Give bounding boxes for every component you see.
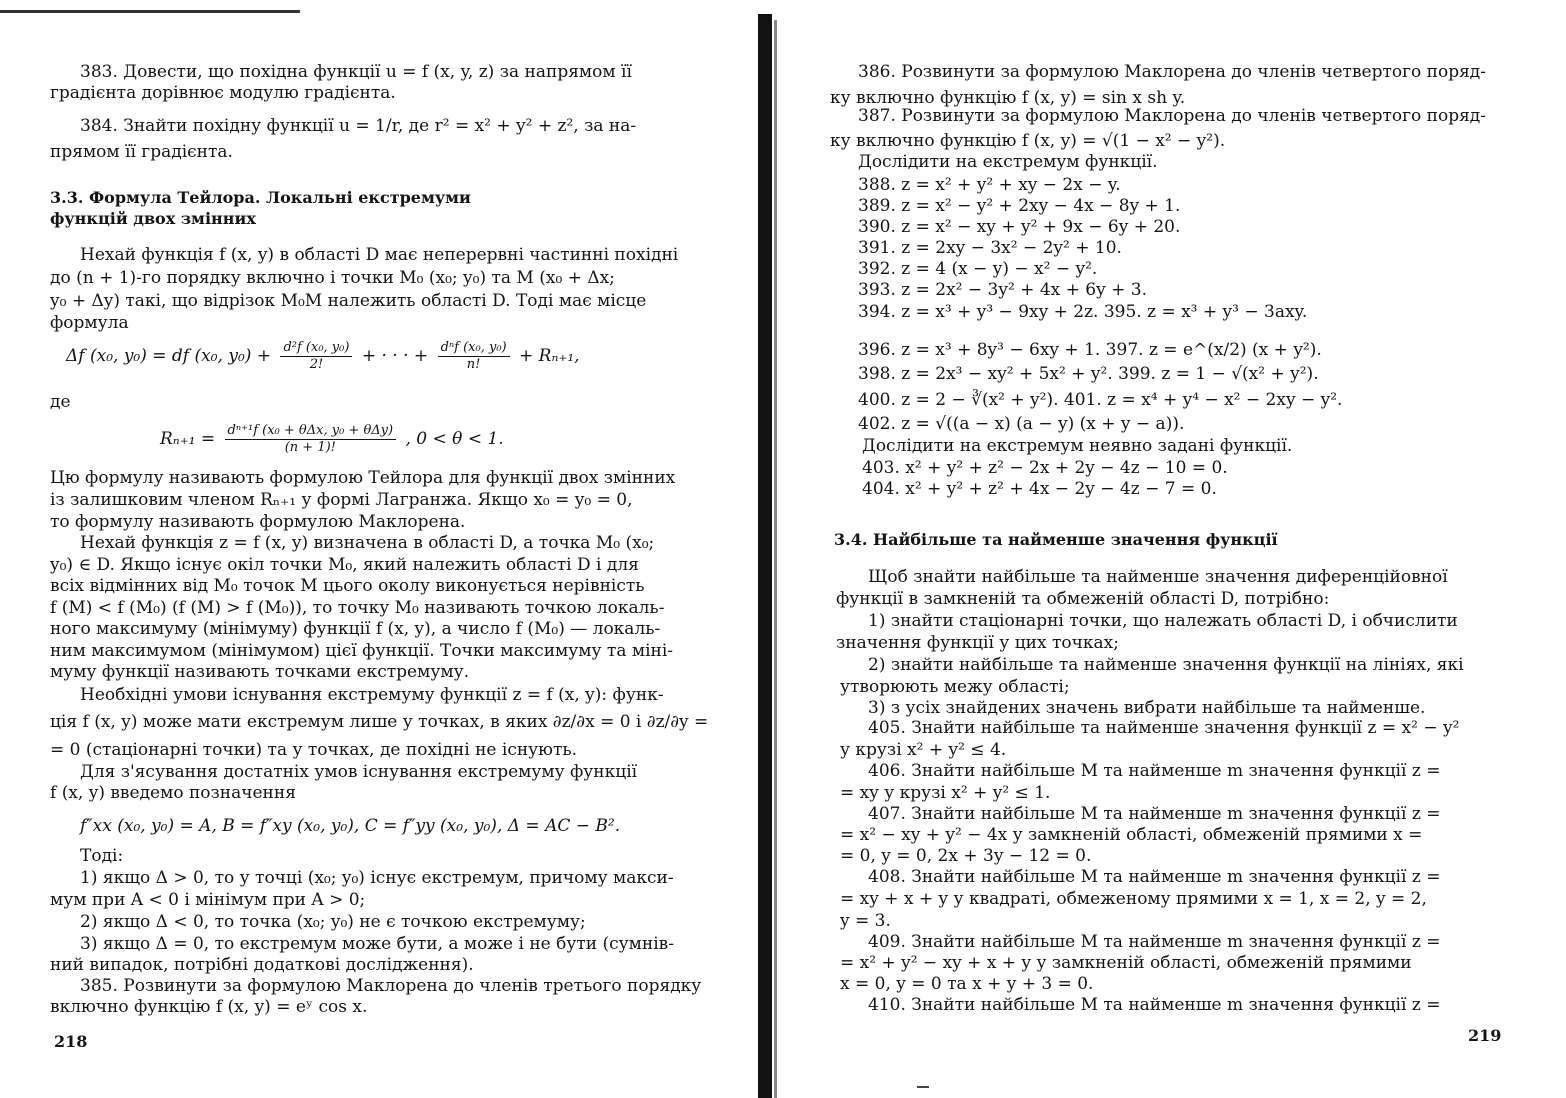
text-line: Для з'ясування достатніх умов існування екстремуму функції <box>80 762 638 782</box>
fraction <box>438 340 510 373</box>
text-line: Дослідити на екстремум неявно задані функції. <box>862 436 1293 456</box>
text-line: f (M) < f (M₀) (f (M) > f (M₀)), то точку M₀ називають точкою локаль- <box>50 598 665 618</box>
fraction <box>225 423 397 456</box>
exercise-line: 393. z = 2x² − 3y² + 4x + 6y + 3. <box>858 280 1147 300</box>
text-line: Тоді: <box>80 846 124 866</box>
exercise-line: 403. x² + y² + z² − 2x + 2y − 4z − 10 = 0. <box>862 458 1228 478</box>
exercise-line: 389. z = x² − y² + 2xy − 4x − 8y + 1. <box>858 196 1181 216</box>
text-line: муму функції називають точками екстремуму. <box>50 662 469 682</box>
formula-part: + · · · + <box>361 346 429 366</box>
text-line: мум при A < 0 і мінімум при A > 0; <box>50 890 366 910</box>
section-heading: 3.3. Формула Тейлора. Локальні екстремуми <box>50 188 471 207</box>
text-line: ного максимуму (мінімуму) функції f (x, y), а число f (M₀) — локаль- <box>50 619 661 639</box>
book-gutter <box>758 14 772 1098</box>
text-line: Цю формулу називають формулою Тейлора для функції двох змінних <box>50 468 676 488</box>
text-line: y₀) ∈ D. Якщо існує окіл точки M₀, який належить області D і для <box>50 555 639 575</box>
left-page <box>0 0 760 1098</box>
remainder-formula <box>160 423 504 456</box>
text-line: Нехай функція z = f (x, y) визначена в області D, а точка M₀ (x₀; <box>80 533 655 553</box>
exercise-line: 396. z = x³ + 8y³ − 6xy + 1. 397. z = e^(x/2) (x + y²). <box>858 340 1322 360</box>
exercise-line: 392. z = 4 (x − y) − x² − y². <box>858 259 1098 279</box>
text-line: значення функції у цих точках; <box>836 633 1119 653</box>
text-line: = 0 (стаціонарні точки) та у точках, де похідні не існують. <box>50 740 578 760</box>
text-line: Необхідні умови існування екстремуму функції z = f (x, y): функ- <box>80 685 664 705</box>
text-line: f (x, y) введемо позначення <box>50 783 296 803</box>
text-line: із залишковим членом Rₙ₊₁ у формі Лагранжа. Якщо x₀ = y₀ = 0, <box>50 490 633 510</box>
text-line: 1) знайти стаціонарні точки, що належать області D, і обчислити <box>868 611 1458 631</box>
taylor-formula <box>66 340 580 373</box>
text-line: y₀ + Δy) такі, що відрізок M₀M належить області D. Тоді має місце <box>50 291 647 311</box>
exercise-line: 409. Знайти найбільше M та найменше m значення функції z = <box>868 932 1441 952</box>
text-line: 3) з усіх знайдених значень вибрати найбільше та найменше. <box>868 698 1426 718</box>
text-line: прямом її градієнта. <box>50 142 233 162</box>
text-line: у крузі x² + y² ≤ 4. <box>840 740 1007 760</box>
exercise-line: 404. x² + y² + z² + 4x − 2y − 4z − 7 = 0. <box>862 479 1217 499</box>
text-line: 387. Розвинути за формулою Маклорена до членів четвертого поряд- <box>858 106 1487 126</box>
section-heading: 3.4. Найбільше та найменше значення функції <box>834 530 1278 549</box>
text-line: = 0, y = 0, 2x + 3y − 12 = 0. <box>840 846 1092 866</box>
exercise-line: 394. z = x³ + y³ − 9xy + 2z. 395. z = x³ + y³ − 3axy. <box>858 302 1308 322</box>
text-line: ний випадок, потрібні додаткові дослідження). <box>50 955 474 975</box>
exercise-line: 390. z = x² − xy + y² + 9x − 6y + 20. <box>858 217 1181 237</box>
text-line: 2) якщо Δ < 0, то точка (x₀; y₀) не є точкою екстремуму; <box>80 912 586 932</box>
fraction-denominator: (n + 1)! <box>284 440 336 455</box>
formula-part: Δf (x₀, y₀) = df (x₀, y₀) + <box>66 346 272 366</box>
fraction-numerator: dⁿf (x₀, y₀) <box>438 340 510 357</box>
exercise-line: 402. z = √((a − x) (a − y) (x + y − a)). <box>858 414 1185 434</box>
text-line: градієнта дорівнює модулю градієнта. <box>50 83 396 103</box>
right-page <box>780 0 1566 1098</box>
text-line: функції в замкненій та обмеженій області D, потрібно: <box>836 589 1330 609</box>
fraction-denominator: 2! <box>309 357 324 372</box>
formula-part: Rₙ₊₁ = <box>160 429 216 449</box>
text-line: 1) якщо Δ > 0, то у точці (x₀; y₀) існує екстремум, причому макси- <box>80 868 674 888</box>
text-line: = x² + y² − xy + x + y у замкненій області, обмеженій прямими <box>840 953 1412 973</box>
text-line: Щоб знайти найбільше та найменше значення диференційовної <box>868 567 1448 587</box>
text-line: ку включно функцію f (x, y) = sin x sh y. <box>830 88 1186 108</box>
text-line: формула <box>50 313 129 333</box>
text-line: x = 0, y = 0 та x + y + 3 = 0. <box>840 974 1094 994</box>
text-line: = x² − xy + y² − 4x у замкненій області, обмеженій прямими x = <box>840 825 1423 845</box>
text-line: 3) якщо Δ = 0, то екстремум може бути, а може і не бути (сумнів- <box>80 934 674 954</box>
scan-mark <box>917 1086 929 1088</box>
formula-part: + Rₙ₊₁, <box>519 346 580 366</box>
exercise-line: 410. Знайти найбільше M та найменше m значення функції z = <box>868 995 1441 1015</box>
text-line: до (n + 1)-го порядку включно і точки M₀ (x₀; y₀) та M (x₀ + Δx; <box>50 268 615 288</box>
text-line: де <box>50 392 71 412</box>
exercise-line: 398. z = 2x³ − xy² + 5x² + y². 399. z = 1 − √(x² + y²). <box>858 364 1319 384</box>
text-line: 383. Довести, що похідна функції u = f (x, y, z) за напрямом її <box>80 62 632 82</box>
text-line: ція f (x, y) може мати екстремум лише у точках, в яких ∂z/∂x = 0 і ∂z/∂y = <box>50 712 709 732</box>
fraction-denominator: n! <box>466 357 481 372</box>
exercise-line: 407. Знайти найбільше M та найменше m значення функції z = <box>868 804 1441 824</box>
text-line: 384. Знайти похідну функції u = 1/r, де r² = x² + y² + z², за на- <box>80 116 637 136</box>
exercise-line: 406. Знайти найбільше M та найменше m значення функції z = <box>868 761 1441 781</box>
exercise-line: 391. z = 2xy − 3x² − 2y² + 10. <box>858 238 1122 258</box>
formula-part: , 0 < θ < 1. <box>405 429 504 449</box>
text-line: ку включно функцію f (x, y) = √(1 − x² − y²). <box>830 131 1226 151</box>
text-line: = xy у крузі x² + y² ≤ 1. <box>840 783 1051 803</box>
text-line: 385. Розвинути за формулою Маклорена до членів третього порядку <box>80 976 702 996</box>
text-line: 2) знайти найбільше та найменше значення функції на лініях, які <box>868 655 1464 675</box>
text-line: = xy + x + y у квадраті, обмеженому прямими x = 1, x = 2, y = 2, <box>840 889 1427 909</box>
page-number: 219 <box>1468 1026 1502 1045</box>
text-line: Нехай функція f (x, y) в області D має неперервні частинні похідні <box>80 245 679 265</box>
fraction <box>280 340 352 373</box>
exercise-line: 400. z = 2 − ∛(x² + y²). 401. z = x⁴ + y⁴ − x² − 2xy − y². <box>858 390 1343 410</box>
text-line: Дослідити на екстремум функції. <box>858 152 1158 172</box>
page-number: 218 <box>54 1032 88 1051</box>
text-line: y = 3. <box>840 911 891 931</box>
text-line: включно функцію f (x, y) = eʸ cos x. <box>50 997 368 1017</box>
text-line: всіх відмінних від M₀ точок M цього околу виконується нерівність <box>50 576 645 596</box>
text-line: утворюють межу області; <box>840 677 1070 697</box>
fraction-numerator: d²f (x₀, y₀) <box>280 340 352 357</box>
text-line: ним максимумом (мінімумом) цієї функції. Точки максимуму та міні- <box>50 641 674 661</box>
section-heading: функцій двох змінних <box>50 209 256 228</box>
fraction-numerator: dⁿ⁺¹f (x₀ + θΔx, y₀ + θΔy) <box>225 423 397 440</box>
exercise-line: 408. Знайти найбільше M та найменше m значення функції z = <box>868 867 1441 887</box>
book-gutter-shadow <box>774 20 777 1098</box>
second-derivatives-formula: f″xx (x₀, y₀) = A, B = f″xy (x₀, y₀), C = f″yy (x₀, y₀), Δ = AC − B². <box>80 816 621 836</box>
text-line: 386. Розвинути за формулою Маклорена до членів четвертого поряд- <box>858 62 1487 82</box>
text-line: то формулу називають формулою Маклорена. <box>50 512 466 532</box>
exercise-line: 405. Знайти найбільше та найменше значення функції z = x² − y² <box>868 718 1460 738</box>
exercise-line: 388. z = x² + y² + xy − 2x − y. <box>858 175 1121 195</box>
